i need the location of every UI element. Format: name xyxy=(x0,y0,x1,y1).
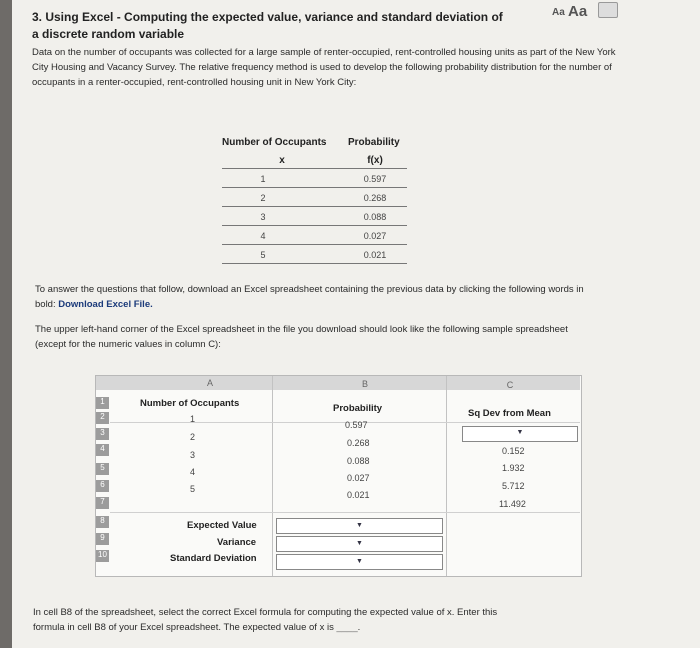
col-header-a: A xyxy=(206,378,213,388)
cell-a10: Standard Deviation xyxy=(170,553,257,564)
question-paragraph xyxy=(33,605,593,635)
dist-p-1: 0.597 xyxy=(363,174,387,184)
dist-header-occupants: Number of Occupants xyxy=(222,137,327,148)
dist-p-3: 0.088 xyxy=(363,212,387,222)
cell-b6: 0.021 xyxy=(347,490,370,500)
row-num-10: 10 xyxy=(96,550,109,562)
cell-b4: 0.088 xyxy=(347,456,370,466)
grid-line-ab xyxy=(272,376,273,576)
dist-x-5: 5 xyxy=(260,250,266,260)
dist-rule-2 xyxy=(222,206,407,207)
dist-x-1: 1 xyxy=(260,174,266,184)
question-line-2 xyxy=(33,620,593,635)
question-title: 3. Using Excel - Computing the expected value, variance and standard deviation of a discrete random variable xyxy=(32,10,503,41)
cell-b1: Probability xyxy=(333,403,383,414)
sample-note: The upper left-hand corner of the Excel spreadsheet in the file you download should look like the following sample spreadsheet (except for the numeric values in column C): xyxy=(35,324,568,350)
dist-x-2: 2 xyxy=(260,193,266,203)
row-num-5: 5 xyxy=(96,463,109,475)
row-num-3: 3 xyxy=(96,428,109,440)
dist-rule-4 xyxy=(222,244,407,245)
question-period: . xyxy=(357,622,361,633)
cell-c4: 1.932 xyxy=(502,463,525,473)
row-num-9: 9 xyxy=(96,533,109,545)
col-header-c: C xyxy=(506,380,514,390)
expected-value-answer-blank[interactable]: ____ xyxy=(336,622,358,633)
cell-c5: 5.712 xyxy=(502,481,525,491)
cell-b3: 0.268 xyxy=(347,438,370,448)
cell-c1: Sq Dev from Mean xyxy=(468,408,551,419)
variance-chevron-down-icon[interactable]: ▼ xyxy=(356,540,363,547)
cell-a4: 3 xyxy=(190,450,196,460)
dist-rule-3 xyxy=(222,225,407,226)
dist-x-3: 3 xyxy=(260,212,266,222)
row-num-6: 6 xyxy=(96,480,109,492)
dist-x-4: 4 xyxy=(260,231,266,241)
row-num-1: 1 xyxy=(96,397,109,409)
dist-header-probability: Probability xyxy=(348,137,400,148)
cell-c6: 11.492 xyxy=(499,499,526,509)
dist-rule-0 xyxy=(222,168,407,169)
dist-p-5: 0.021 xyxy=(363,250,387,260)
dist-rule-1 xyxy=(222,187,407,188)
std-dev-chevron-down-icon[interactable]: ▼ xyxy=(356,558,363,565)
grid-line-bc xyxy=(446,376,447,576)
row-num-2: 2 xyxy=(96,412,109,424)
cell-b2: 0.597 xyxy=(345,420,368,430)
dist-p-4: 0.027 xyxy=(363,231,387,241)
expected-value-chevron-down-icon[interactable]: ▼ xyxy=(356,522,363,529)
row-num-4: 4 xyxy=(96,444,109,456)
row-num-7: 7 xyxy=(96,497,109,509)
col-header-b: B xyxy=(361,379,368,389)
dist-rule-5 xyxy=(222,263,407,264)
cell-a3: 2 xyxy=(190,432,196,442)
printer-icon[interactable] xyxy=(598,2,618,18)
dist-p-2: 0.268 xyxy=(363,193,387,203)
cell-a2: 1 xyxy=(190,414,196,424)
grid-row-line-7 xyxy=(110,512,580,513)
cell-a6: 5 xyxy=(190,484,196,494)
font-decrease-button[interactable]: Aa xyxy=(552,7,565,18)
dist-sub-fx: f(x) xyxy=(367,155,383,166)
intro-paragraph: Data on the number of occupants was collected for a large sample of renter-occupied, rent-controlled housing units as part of the New York City Housing and Vacancy Survey. The relative frequency method is used to develop the following probability distribution for the number of occupants in a renter-occupied, rent-controlled housing unit in New York City: xyxy=(32,47,616,88)
cell-a8: Expected Value xyxy=(187,520,257,531)
question-line-1: In cell B8 of the spreadsheet, select the correct Excel formula for computing the expected value of x. Enter this xyxy=(33,607,498,618)
cell-a5: 4 xyxy=(190,467,196,477)
left-edge-bar xyxy=(0,0,12,648)
cell-a1: Number of Occupants xyxy=(140,398,240,409)
question-line-2-text: formula in cell B8 of your Excel spreadsheet. The expected value of x is xyxy=(33,622,334,633)
cell-c2-chevron-down-icon[interactable]: ▼ xyxy=(516,429,524,436)
row-num-8: 8 xyxy=(96,516,109,528)
download-excel-link[interactable]: Download Excel File. xyxy=(58,299,153,310)
font-increase-button[interactable]: Aa xyxy=(568,3,588,20)
cell-a9: Variance xyxy=(217,537,257,548)
download-text: To answer the questions that follow, download an Excel spreadsheet containing the previous data by clicking the following words in bold: xyxy=(35,284,584,310)
download-paragraph xyxy=(35,282,595,312)
cell-c3: 0.152 xyxy=(502,446,525,456)
cell-b5: 0.027 xyxy=(347,473,370,483)
dist-sub-x: x xyxy=(279,155,285,166)
